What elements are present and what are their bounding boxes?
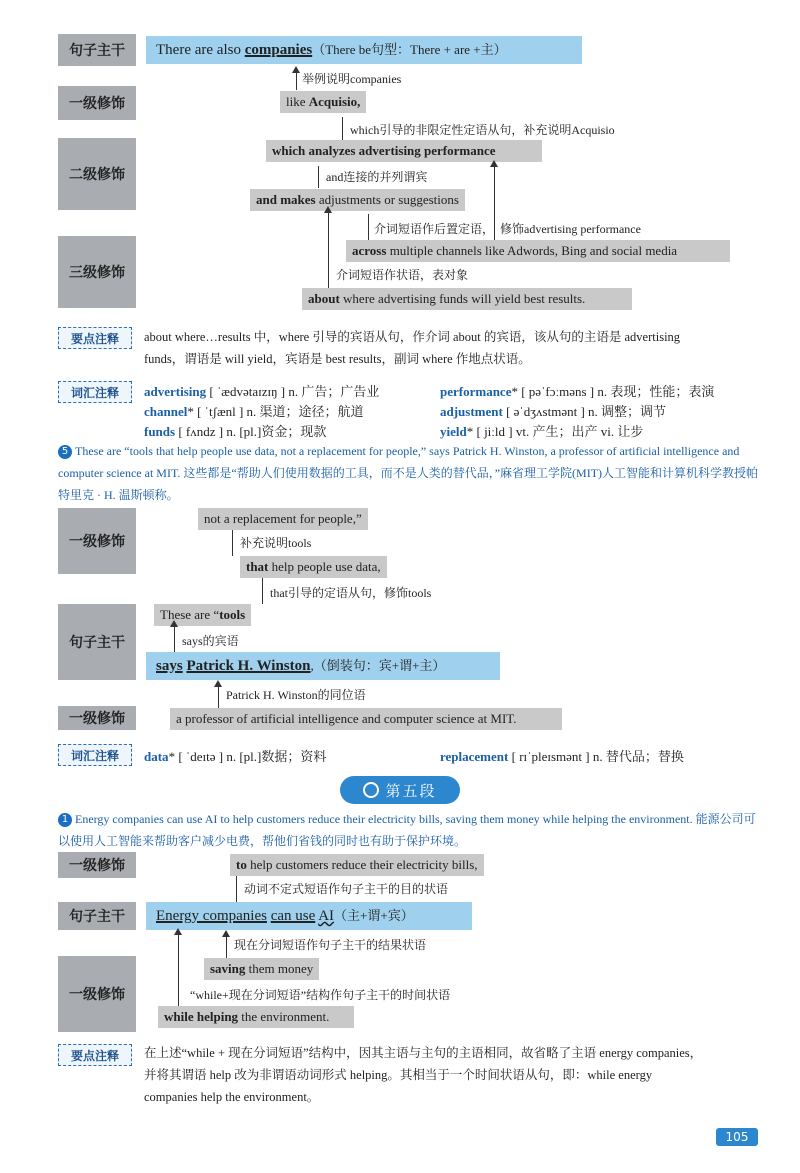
search-icon — [363, 782, 379, 798]
key-note-tag-2: 要点注释 — [58, 1044, 132, 1066]
note-infinitive: 动词不定式短语作句子主干的目的状语 — [244, 882, 449, 896]
sentence-1: 1 Energy companies can use AI to help customers reduce their electricity bills, saving them money while helping the environment. 能源公司可以使用人工智能来帮助客户减少电费，帮他们省钱的同时也有助于保护环境。 — [58, 812, 756, 848]
note-supplement-tools: 补充说明tools — [240, 536, 312, 550]
note-modifies-performance: 修饰advertising performance — [500, 222, 641, 236]
about-phrase: about where advertising funds will yield best results. — [302, 288, 632, 310]
note-says-object: says的宾语 — [182, 634, 239, 648]
vocab-replacement: replacement [ rɪˈpleɪsmənt ] n. 替代品；替换 — [440, 749, 684, 764]
vocab-performance: performance* [ pəˈfɔːməns ] n. 表现；性能；表演 — [440, 384, 715, 399]
across-phrase: across multiple channels like Adwords, Bing and social media — [346, 240, 730, 262]
saving-phrase: saving them money — [204, 958, 319, 980]
label-level1-b: 一级修饰 — [58, 706, 136, 730]
page-number: 105 — [716, 1128, 758, 1146]
label-level1-c: 一级修饰 — [58, 852, 136, 878]
sentence-number-badge: 1 — [58, 813, 72, 827]
key-note-text: about where…results 中，where 引导的宾语从句，作介词 about 的宾语，该从句的主语是 advertising funds，谓语是 will yield，宾语是 best results，副词 where 作地点状语。 — [144, 330, 681, 366]
label-main-3: 句子主干 — [58, 902, 136, 930]
main-clause-2: says Patrick H. Winston,（倒装句：宾+谓+主） — [146, 652, 500, 680]
section-title: 第五段 — [340, 776, 460, 804]
label-level1: 一级修饰 — [58, 86, 136, 120]
key-note-text-2: 在上述“while + 现在分词短语”结构中，因其主语与主句的主语相同，故省略了主语 energy companies， 并将其谓语 help 改为非谓语动词形式 helping。其相当于一个时间状语从句，即：while energy companies help the environment。 — [144, 1046, 703, 1104]
main-clause: There are also companies（There be句型：There + are +主） — [146, 36, 582, 64]
note-example: 举例说明companies — [302, 72, 402, 86]
note-present-participle: 现在分词短语作句子主干的结果状语 — [234, 938, 427, 952]
vocab-adjustment: adjustment [ əˈdʒʌstmənt ] n. 调整；调节 — [440, 404, 667, 419]
to-help-phrase: to help customers reduce their electricity bills, — [230, 854, 484, 876]
which-clause: which analyzes advertising performance — [266, 140, 542, 162]
these-are-tools: These are “tools — [154, 604, 251, 626]
note-which-clause: which引导的非限定性定语从句，补充说明Acquisio — [350, 123, 615, 137]
that-clause: that help people use data, — [240, 556, 387, 578]
note-while-structure: “while+现在分词短语”结构作句子主干的时间状语 — [190, 988, 451, 1002]
label-main-2: 句子主干 — [58, 604, 136, 680]
note-prep-adverbial: 介词短语作状语，表对象 — [336, 268, 469, 282]
vocab-note-tag-2: 词汇注释 — [58, 744, 132, 766]
vocab-data: data* [ ˈdeɪtə ] n. [pl.]数据；资料 — [144, 749, 327, 764]
while-helping-phrase: while helping the environment. — [158, 1006, 354, 1028]
and-makes-phrase: and makes adjustments or suggestions — [250, 189, 465, 211]
not-a-replacement: not a replacement for people,” — [198, 508, 368, 530]
label-level2: 二级修饰 — [58, 138, 136, 210]
note-that-clause: that引导的定语从句，修饰tools — [270, 586, 432, 600]
note-prep-attr: 介词短语作后置定语， — [374, 222, 495, 236]
vocab-yield: yield* [ jiːld ] vt. 产生；出产 vi. 让步 — [440, 424, 644, 439]
key-note-tag: 要点注释 — [58, 327, 132, 349]
label-level1-d: 一级修饰 — [58, 956, 136, 1032]
modifier-like-acquisio: like Acquisio, — [280, 91, 366, 113]
note-appositive: Patrick H. Winston的同位语 — [226, 688, 366, 702]
sentence-5: 5 These are “tools that help people use data, not a replacement for people,” says Patrick H. Winston, a professor of artificial intelligence and computer science at MIT. 这些都是“帮助人们使用数据的工具，而不是人类的替代品，”麻省理工学院(MIT)人工智能和计算机科学教授帕特里克 · H. 温斯顿称。 — [58, 444, 759, 502]
label-level1-a: 一级修饰 — [58, 508, 136, 574]
main-clause-3: Energy companies can use AI（主+谓+宾） — [146, 902, 472, 930]
vocab-advertising: advertising [ ˈædvətaɪzɪŋ ] n. 广告；广告业 — [144, 384, 380, 399]
vocab-note-tag: 词汇注释 — [58, 381, 132, 403]
vocab-channel: channel* [ ˈtʃænl ] n. 渠道；途径；航道 — [144, 404, 364, 419]
label-level3: 三级修饰 — [58, 236, 136, 308]
label-main: 句子主干 — [58, 34, 136, 66]
vocab-funds: funds [ fʌndz ] n. [pl.]资金；现款 — [144, 424, 327, 439]
sentence-number-badge: 5 — [58, 445, 72, 459]
note-and-parallel: and连接的并列谓宾 — [326, 170, 428, 184]
professor-appositive: a professor of artificial intelligence and computer science at MIT. — [170, 708, 562, 730]
